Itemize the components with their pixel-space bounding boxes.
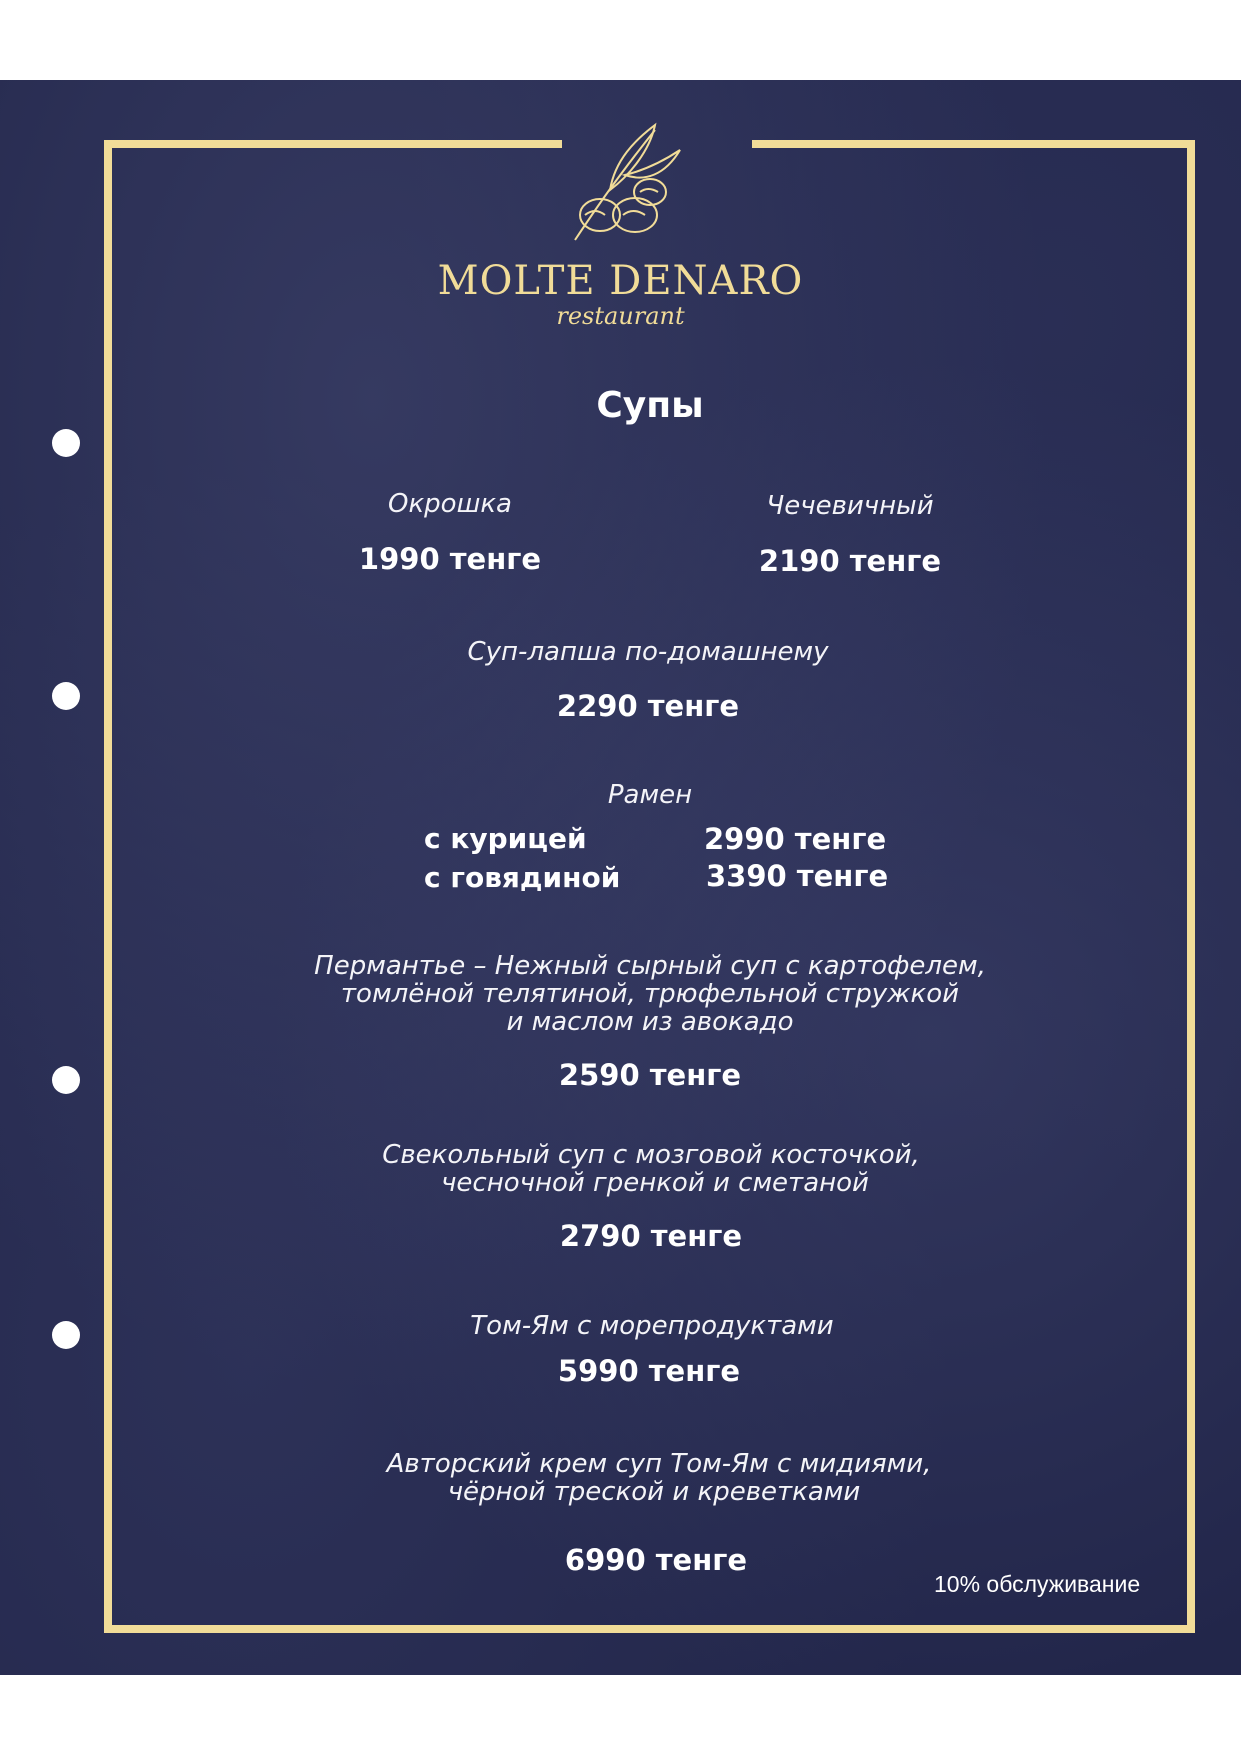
ramen-price-chicken: 2990 тенге [704, 822, 887, 856]
item-name-noodle-soup: Суп-лапша по-домашнему [467, 637, 829, 667]
item-price-noodle-soup: 2290 тенге [556, 689, 740, 723]
item-name-beet-soup-line1: Свекольный суп с мозговой косточкой, [382, 1140, 920, 1170]
brand-name: MOLTE DENARO [437, 258, 804, 304]
ramen-option-chicken: с курицей [424, 822, 587, 855]
ramen-option-beef: с говядиной [424, 861, 621, 894]
olive-branch-icon [555, 120, 685, 250]
frame-left [104, 140, 112, 1633]
frame-bottom [104, 1625, 1195, 1633]
frame-top-right [752, 140, 1195, 148]
frame-right [1187, 140, 1195, 1633]
item-price-lentil: 2190 тенге [758, 544, 942, 578]
service-charge-note: 10% обслуживание [934, 1571, 1141, 1597]
item-price-okroshka: 1990 тенге [358, 542, 542, 576]
item-price-cream-tom-yum: 6990 тенге [564, 1543, 748, 1577]
item-price-permantier: 2590 тенге [558, 1058, 742, 1092]
item-name-cream-tom-yum-line1: Авторский крем суп Том-Ям с мидиями, [386, 1449, 932, 1479]
item-name-okroshka: Окрошка [387, 489, 512, 519]
brand-subtitle: restaurant [556, 302, 685, 330]
item-name-permantier-line1: Пермантье – Нежный сырный суп с картофелем, [314, 951, 986, 981]
item-name-cream-tom-yum-line2: чёрной треской и креветками [447, 1477, 861, 1507]
item-price-tom-yum: 5990 тенге [557, 1354, 741, 1388]
item-name-lentil: Чечевичный [766, 491, 934, 521]
binder-hole [52, 429, 80, 457]
frame-top-left [104, 140, 562, 148]
item-name-permantier-line2: томлёной телятиной, трюфельной стружкой [340, 979, 960, 1009]
menu-section-title: Супы [596, 385, 704, 426]
ramen-price-beef: 3390 тенге [706, 859, 889, 893]
item-name-tom-yum: Том-Ям с морепродуктами [470, 1311, 834, 1341]
item-price-beet-soup: 2790 тенге [559, 1219, 743, 1253]
item-name-ramen: Рамен [607, 780, 693, 810]
item-name-beet-soup-line2: чесночной гренкой и сметаной [441, 1168, 869, 1198]
item-name-permantier-line3: и маслом из авокадо [506, 1007, 794, 1037]
